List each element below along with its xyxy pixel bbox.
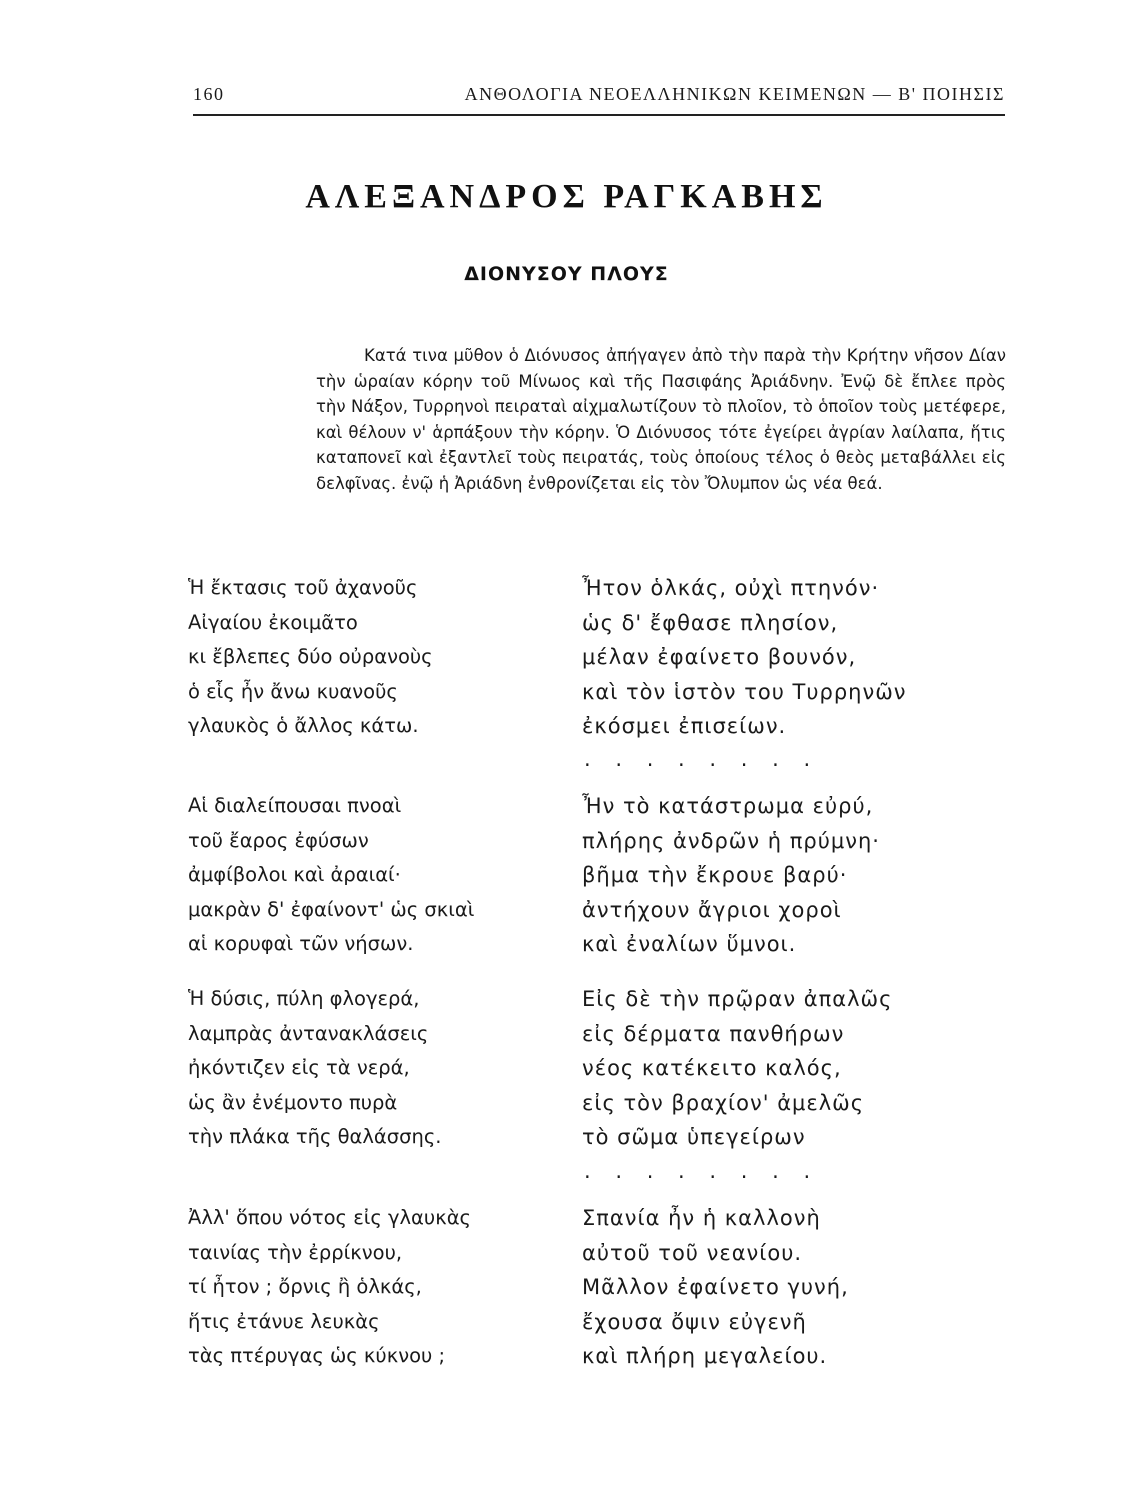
verse-line: λαμπρὰς ἀντανακλάσεις [188, 1021, 429, 1045]
verse-line: Αἰγαίου ἐκοιμᾶτο [188, 610, 358, 634]
verse-line: γλαυκὸς ὁ ἄλλος κάτω. [188, 714, 419, 737]
verse-line: μέλαν ἐφαίνετο βουνόν, [582, 645, 857, 669]
verse-line: καὶ πλήρη μεγαλείου. [582, 1344, 828, 1368]
page-number: 160 [193, 84, 225, 104]
header-rule [193, 114, 1005, 116]
ellipsis-row: . . . . . . . . [584, 1159, 820, 1183]
verse-line: καὶ ἐναλίων ὕμνοι. [582, 932, 797, 956]
verse-line: Αἱ διαλείπουσαι πνοαὶ [188, 794, 402, 817]
verse-line: μακρὰν δ' ἐφαίνοντ' ὡς σκιαὶ [188, 897, 475, 921]
verse-line: Ἦτον ὁλκάς, οὐχὶ πτηνόν· [582, 576, 880, 600]
stanza [188, 789, 474, 962]
right-poem-column [582, 571, 1002, 1391]
stanza [188, 1201, 471, 1374]
verse-line: Ἦν τὸ κατάστρωμα εὐρύ, [582, 794, 874, 818]
verse-line: Ἀλλ' ὅπου νότος εἰς γλαυκὰς [188, 1206, 471, 1229]
verse-line: ὡς δ' ἔφθασε πλησίον, [582, 610, 839, 635]
poem-title: ΔΙΟΝΥΣΟΥ ΠΛΟΥΣ [464, 263, 669, 285]
verse-line: ὁ εἷς ἦν ἄνω κυανοῦς [188, 679, 398, 703]
verse-line: Ἡ ἔκτασις τοῦ ἀχανοῦς [188, 576, 418, 599]
verse-line: τί ἦτον ; ὄρνις ἢ ὁλκάς, [188, 1275, 422, 1298]
verse-line: ἀμφίβολοι καὶ ἀραιαί· [188, 863, 401, 886]
verse-line: αἱ κορυφαὶ τῶν νήσων. [188, 932, 414, 955]
ellipsis-row: . . . . . . . . [584, 747, 820, 771]
verse-line: ἠκόντιζεν εἰς τὰ νερά, [188, 1056, 410, 1079]
stanza [582, 571, 907, 744]
verse-line: ἀντήχουν ἄγριοι χοροὶ [582, 897, 842, 922]
verse-line: κι ἔβλεπες δύο οὐρανοὺς [188, 645, 433, 668]
verse-line: ὡς ἂν ἐνέμοντο πυρὰ [188, 1090, 398, 1114]
verse-line: ἔχουσα ὄψιν εὐγενῆ [582, 1309, 807, 1334]
verse-line: ἐκόσμει ἐπισείων. [582, 714, 787, 738]
verse-line: αὐτοῦ τοῦ νεανίου. [582, 1240, 803, 1265]
intro-paragraph: Κατά τινα μῦθον ὁ Διόνυσος ἀπήγαγεν ἀπὸ τὴν παρὰ τὴν Κρήτην νῆσον Δίαν τὴν ὡραίαν κόρην τοῦ Μίνωος καὶ τῆς Πασιφάης Ἀριάδνην. Ἐνῷ δὲ ἔπλεε πρὸς τὴν Νάξον, Τυρρηνοὶ πειραταὶ αἰχμαλωτίζουν τὸ πλοῖον, τὸ ὁποῖον τοὺς μετέφερε, καὶ θέλουν ν' ἁρπάξουν τὴν κόρην. Ὁ Διόνυσος τότε ἐγείρει ἀγρίαν λαίλαπα, ἥτις καταπονεῖ καὶ ἐξαντλεῖ τοὺς πειρατάς, τοὺς ὁποίους τέλος ὁ θεὸς μεταβάλλει εἰς δελφῖνας. ἐνῷ ἡ Ἀριάδνη ἐνθρονίζεται εἰς τὸν Ὄλυμπον ὡς νέα θεά. [316, 346, 1006, 493]
verse-line: καὶ τὸν ἱστὸν του Τυρρηνῶν [582, 679, 907, 704]
stanza [582, 1201, 849, 1374]
stanza [188, 982, 442, 1155]
verse-line: Εἰς δὲ τὴν πρῷραν ἀπαλῶς [582, 987, 893, 1011]
verse-line: ταινίας τὴν ἐρρίκνου, [188, 1240, 403, 1264]
stanza [582, 982, 892, 1155]
stanza [188, 571, 433, 744]
verse-line: Μᾶλλον ἐφαίνετο γυνή, [582, 1275, 849, 1299]
verse-line: ἥτις ἐτάνυε λευκὰς [188, 1309, 380, 1333]
verse-line: τὸ σῶμα ὑπεγείρων [582, 1125, 806, 1149]
verse-line: τὴν πλάκα τῆς θαλάσσης. [188, 1125, 442, 1148]
verse-line: τὰς πτέρυγας ὡς κύκνου ; [188, 1344, 446, 1367]
running-title: ΑΝΘΟΛΟΓΙΑ ΝΕΟΕΛΛΗΝΙΚΩΝ ΚΕΙΜΕΝΩΝ — Β' ΠΟΙΗΣΙΣ [464, 84, 1005, 104]
verse-line: εἰς δέρματα πανθήρων [582, 1021, 845, 1046]
verse-line: πλήρης ἀνδρῶν ἡ πρύμνη· [582, 828, 880, 853]
verse-line: Σπανία ἦν ἡ καλλονὴ [582, 1206, 821, 1230]
left-poem-column [188, 571, 518, 1371]
verse-line: τοῦ ἔαρος ἐφύσων [188, 828, 369, 852]
verse-line: βῆμα τὴν ἔκρουε βαρύ· [582, 863, 848, 887]
verse-line: εἰς τὸν βραχίον' ἀμελῶς [582, 1090, 865, 1115]
verse-line: νέος κατέκειτο καλός, [582, 1056, 842, 1080]
stanza [582, 789, 880, 962]
poet-name: ΑΛΕΞΑΝΔΡΟΣ ΡΑΓΚΑΒΗΣ [305, 178, 828, 215]
verse-line: Ἡ δύσις, πύλη φλογερά, [188, 987, 420, 1010]
